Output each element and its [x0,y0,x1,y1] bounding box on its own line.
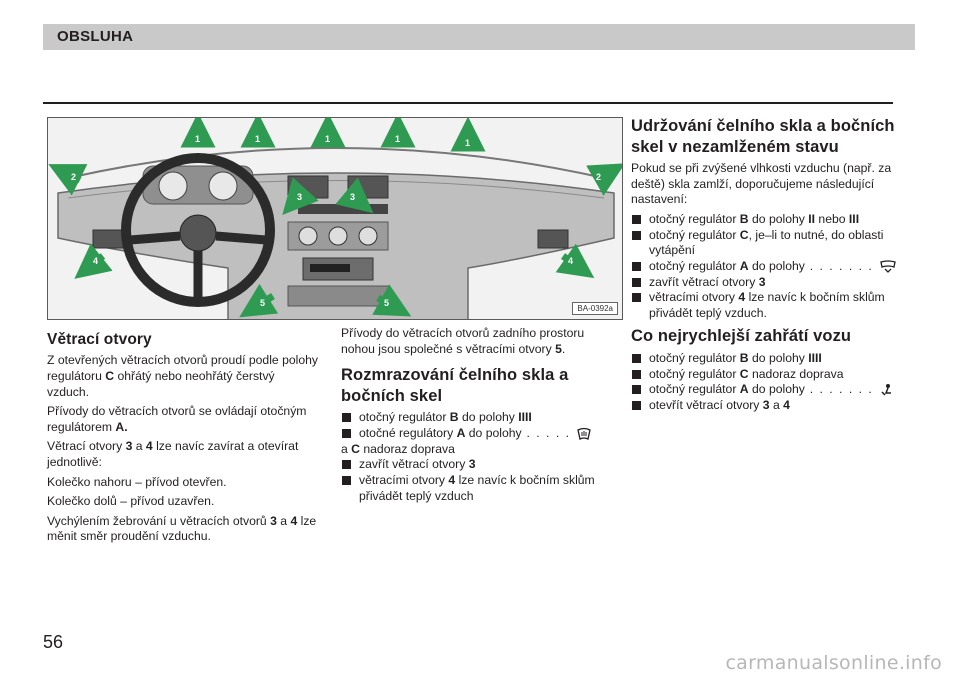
paragraph-6: Vychýlením žebrování u větracích otvorů 3 a 4 lze měnit směr proudění vzduchu. [47,513,317,544]
figure-label-5b: 5 [384,298,390,308]
quick-heat-list [631,351,909,413]
windshield-footwell-icon [879,260,897,273]
list-item: větracími otvory 4 lze navíc k bočním sklům přivádět teplý vzduch. [631,290,909,321]
section-title: OBSLUHA [57,28,134,45]
dashboard-illustration [48,118,623,320]
figure-label-2b: 2 [596,172,602,182]
list-item: otočné regulátory A do polohy . . . . . [341,426,613,442]
figure-code: BA-0392a [572,302,618,315]
heading-rozmrazovani: Rozmrazování čelního skla a bočních skel [341,366,569,405]
heading-vetraci-otvory: Větrací otvory [47,331,152,348]
antifog-list [631,212,909,321]
paragraph-intro: Pokud se při zvýšené vlhkosti vzduchu (např. za deště) skla zamlží, doporučujeme následující nastavení: [631,161,892,207]
footwell-person-icon [879,383,895,397]
paragraph-1: Z otevřených větracích otvorů proudí podle polohy regulátoru C ohřátý nebo neohřátý čerstvý vzduch. [47,353,318,399]
dashboard-figure [47,117,623,320]
list-item: zavřít větrací otvory 3 [631,275,909,291]
column-left [47,330,319,549]
figure-label-1a: 1 [195,134,201,144]
list-item: otevřít větrací otvory 3 a 4 [631,398,909,414]
figure-label-3a: 3 [297,192,303,202]
figure-label-5a: 5 [260,298,266,308]
paragraph-2: Přívody do větracích otvorů se ovládají otočným regulátorem A. [47,404,307,434]
figure-label-1d: 1 [395,134,401,144]
figure-label-2a: 2 [71,172,77,182]
paragraph-3: Větrací otvory 3 a 4 lze navíc zavírat a otevírat jednotlivě: [47,439,299,470]
figure-label-1c: 1 [325,134,331,144]
page-number: 56 [43,632,64,652]
list-item: otočný regulátor B do polohy IIII [631,351,909,367]
list-item-continuation: a C nadoraz doprava [341,441,455,456]
list-item: větracími otvory 4 lze navíc k bočním sklům přivádět teplý vzduch [341,473,613,504]
paragraph-4: Kolečko nahoru – přívod otevřen. [47,474,227,489]
column-right [631,116,909,418]
header-bar [43,24,915,50]
list-item: otočný regulátor C nadoraz doprava [631,367,909,383]
list-item: otočný regulátor A do polohy . . . . . . . [631,259,909,275]
defrost-list [341,410,613,504]
paragraph-5: Kolečko dolů – přívod uzavřen. [47,494,215,509]
windshield-defrost-icon [576,427,592,441]
figure-label-1b: 1 [255,134,261,144]
paragraph-rear-footwell: Přívody do větracích otvorů zadního prostoru nohou jsou společné s větracími otvory 5. [341,326,585,356]
list-item: otočný regulátor A do polohy . . . . . . . [631,382,909,398]
heading-co-nejrychlejsi: Co nejrychlejší zahřátí vozu [631,327,852,346]
list-item: otočný regulátor B do polohy II nebo III [631,212,909,228]
figure-label-1e: 1 [465,138,471,148]
list-item: zavřít větrací otvory 3 [341,457,613,473]
figure-label-4a: 4 [93,256,99,266]
figure-label-3b: 3 [350,192,356,202]
column-middle [341,326,613,509]
list-item: otočný regulátor B do polohy IIII [341,410,613,426]
heading-udrzovani: Udržování čelního skla a bočních skel v nezamlženém stavu [631,117,895,156]
figure-label-4b: 4 [568,256,574,266]
watermark: carmanualsonline.info [725,652,942,674]
horizontal-rule [43,102,893,104]
list-item: otočný regulátor C, je–li to nutné, do oblasti vytápění [631,228,909,259]
